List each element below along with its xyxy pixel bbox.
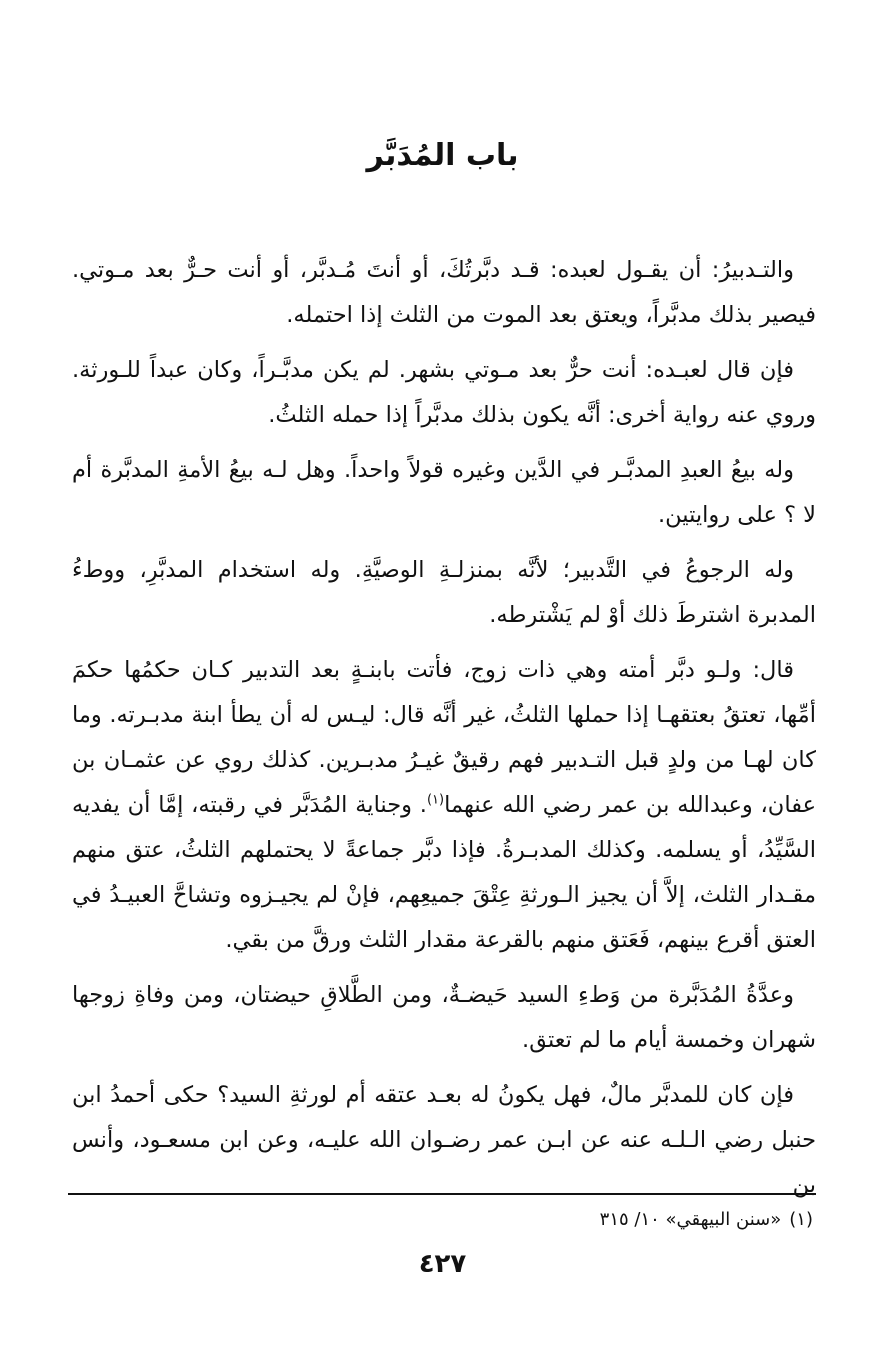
chapter-title: باب المُدَبَّر (366, 138, 519, 173)
paragraph-children-cont: . وجناية المُدَبَّر في رقبته، إمَّا أن يفديه السَّيِّدُ، أو يسلمه. وكذلك المدبـرةُ. فإذا دبَّر جماعةً لا يحتملهم الثلثُ، عتق منهم مقـدار الثلث، إلاَّ أن يجيز الـورثةِ عِتْقَ جميعِهم، فإنْ لم يجيـزوه وتشاحَّ العبيـدُ في العتق أقرع بينهم، فَعَتق منهم بالقرعة مقدار الثلث ورقَّ من بقي. (72, 792, 816, 953)
paragraph-waiting-period: وعدَّةُ المُدَبَّرة من وَطءِ السيد حَيضـةٌ، ومن الطَّلاقِ حيضتان، ومن وفاةِ زوجها شهران وخمسة أيام ما لم تعتق. (72, 982, 816, 1053)
footnote-number: (١) (789, 1209, 813, 1230)
footnote (69, 1205, 813, 1235)
page-number: ٤٢٧ (418, 1249, 467, 1279)
paragraph-property: فإن كان للمدبَّر مالٌ، فهل يكونُ له بعـد عتقه أم لورثةِ السيد؟ حكى أحمدُ ابن حنبل رضي الـلـه عنه عن ابـن عمر رضـوان الله عليـه، وعن ابن مسعـود، وأنس بن (72, 1082, 816, 1198)
paragraph-sale: وله بيعُ العبدِ المدبَّـر في الدَّين وغيره قولاً واحداً. وهل لـه بيعُ الأمةِ المدبَّرة أم لا ؟ على روايتين. (72, 457, 816, 528)
footnote-divider (68, 1193, 816, 1195)
footnote-reference[interactable]: (١) (426, 792, 445, 808)
paragraph-delayed-freedom: فإن قال لعبـده: أنت حرٌّ بعد مـوتي بشهر. لم يكن مدبَّـراً، وكان عبداً للـورثة. وروي عنه رواية أخرى: أنَّه يكون بذلك مدبَّراً إذا حمله الثلثُ. (72, 357, 816, 428)
paragraph-definition: والتـدبيرُ: أن يقـول لعبده: قـد دبَّرتُكَ، أو أنتَ مُـدبَّر، أو أنت حـرٌّ بعد مـوتي. فيصير بذلك مدبَّراً، ويعتق بعد الموت من الثلث إذا احتمله. (72, 257, 816, 328)
paragraph-children-text: قال: ولـو دبَّر أمته وهي ذات زوج، فأتت بابنـةٍ بعد التدبير كـان حكمُها حكمَ أمِّها، تعتقُ بعتقهـا إذا حملها الثلثُ، غير أنَّه قال: ليـس له أن يطأ ابنة مدبـرته. وما كان لهـا من ولدٍ قبل التـدبير فهم رقيقٌ غيـرُ مدبـرين. كذلك روي عن عثمـان بن عفان، وعبدالله بن عمر رضي الله عنهما (72, 657, 816, 818)
body-text (72, 248, 816, 1218)
paragraph-children (72, 648, 816, 963)
paragraph-revocation: وله الرجوعُ في التَّدبير؛ لأنَّه بمنزلـةِ الوصيَّةِ. وله استخدام المدبَّرِ، ووطءُ المدبرة اشترطَ ذلك أوْ لم يَشْترطه. (72, 557, 816, 628)
footnote-text: «سنن البيهقي» ١٠/ ٣١٥ (599, 1209, 782, 1230)
